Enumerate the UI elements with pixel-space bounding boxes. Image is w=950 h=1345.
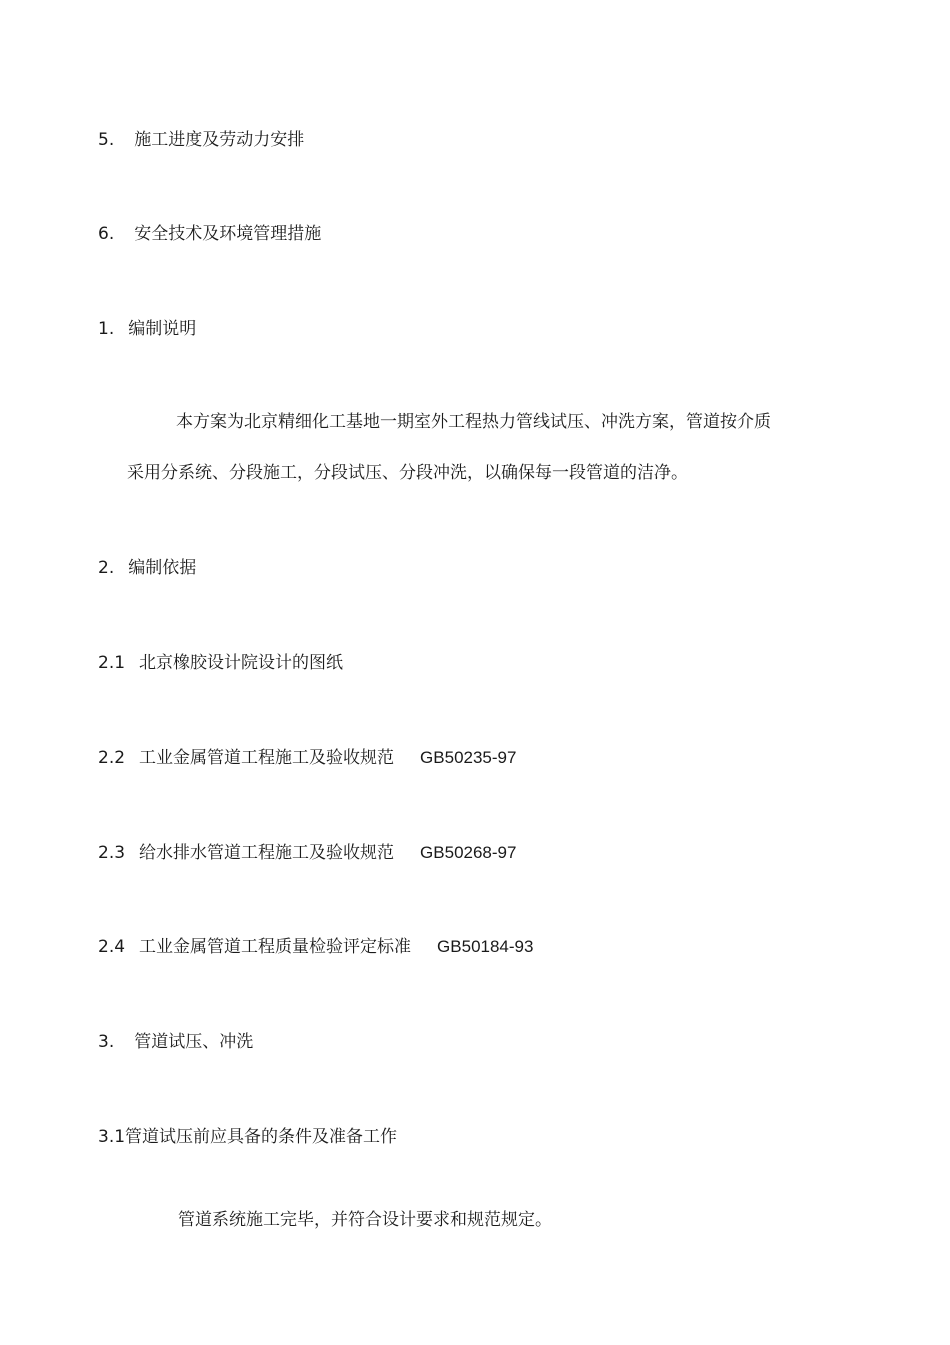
- heading-number: 2.1: [98, 653, 126, 673]
- heading-number: 2.2: [98, 748, 126, 768]
- heading-number: 6.: [98, 224, 115, 244]
- heading-2-4: [98, 935, 533, 959]
- heading-number: 1.: [98, 319, 115, 339]
- heading-text: 工业金属管道工程质量检验评定标准: [139, 937, 412, 957]
- heading-text: 安全技术及环境管理措施: [134, 224, 322, 244]
- heading-2-1: [98, 651, 343, 675]
- heading-number: 3.: [98, 1032, 115, 1052]
- heading-text: 管道试压前应具备的条件及准备工作: [125, 1127, 398, 1147]
- paragraph-conditions: 管道系统施工完毕，并符合设计要求和规范规定。: [178, 1210, 552, 1230]
- heading-number: 2.4: [98, 937, 126, 957]
- heading-3: [98, 1030, 253, 1054]
- paragraph-intro-line-2: 采用分系统、分段施工，分段试压、分段冲洗，以确保每一段管道的洁净。: [127, 463, 688, 483]
- standard-code: GB50184-93: [437, 937, 534, 956]
- heading-1: [98, 317, 196, 341]
- heading-number: 3.1: [98, 1127, 126, 1147]
- heading-text: 北京橡胶设计院设计的图纸: [139, 653, 344, 673]
- heading-2-3: [98, 841, 516, 865]
- paragraph-intro-line-1: 本方案为北京精细化工基地一期室外工程热力管线试压、冲洗方案，管道按介质: [176, 412, 771, 432]
- heading-5: [98, 128, 304, 152]
- heading-number: 2.: [98, 558, 115, 578]
- heading-2: [98, 556, 196, 580]
- heading-text: 工业金属管道工程施工及验收规范: [139, 748, 395, 768]
- heading-3-1: [98, 1125, 397, 1149]
- heading-text: 管道试压、冲洗: [134, 1032, 254, 1052]
- standard-code: GB50235-97: [420, 748, 517, 767]
- heading-2-2: [98, 746, 516, 770]
- heading-text: 施工进度及劳动力安排: [134, 130, 305, 150]
- standard-code: GB50268-97: [420, 843, 517, 862]
- heading-text: 编制依据: [128, 558, 197, 578]
- heading-text: 编制说明: [128, 319, 197, 339]
- heading-number: 5.: [98, 130, 115, 150]
- heading-6: [98, 222, 321, 246]
- heading-text: 给水排水管道工程施工及验收规范: [139, 843, 395, 863]
- heading-number: 2.3: [98, 843, 126, 863]
